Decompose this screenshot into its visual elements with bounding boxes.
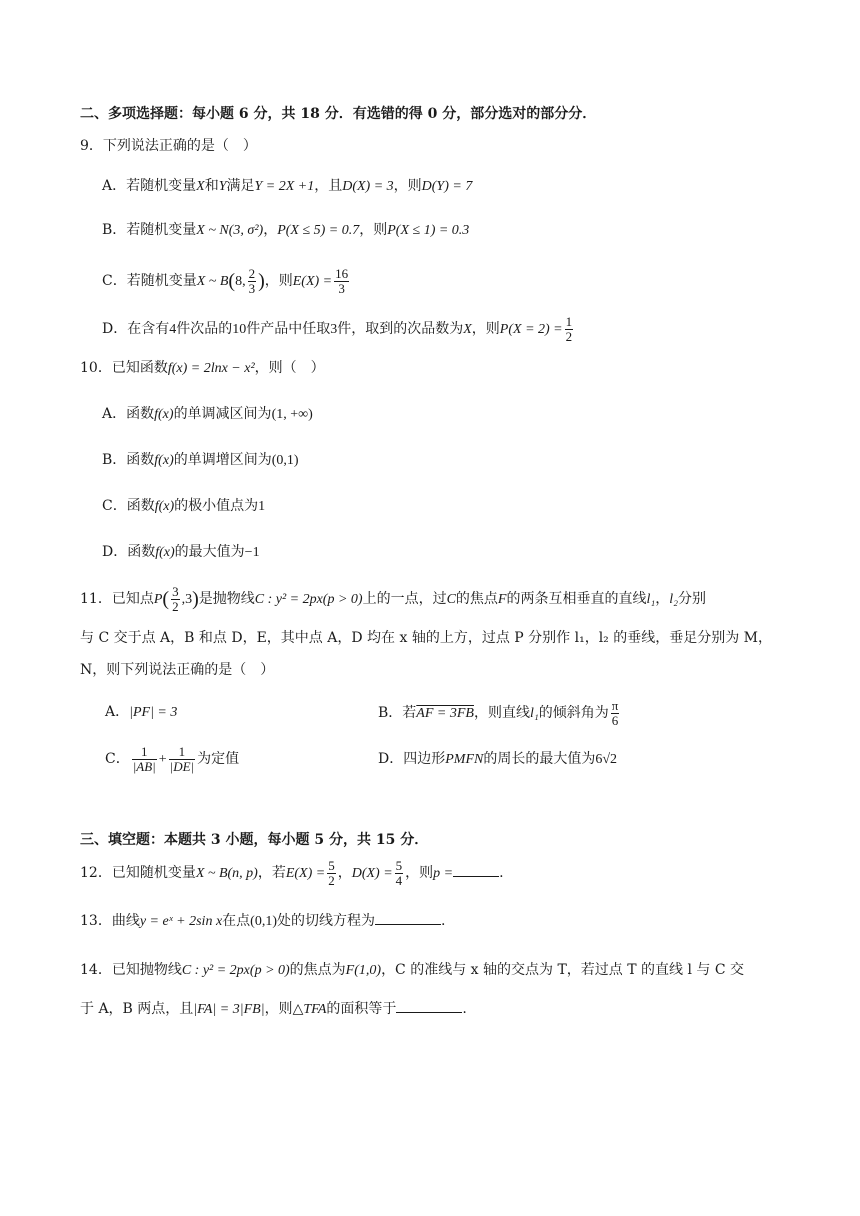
q9-b-eq1: X ~ N(3, σ²) — [196, 223, 264, 238]
q12-frac1-num: 5 — [328, 857, 335, 873]
q9-d-eq: P(X = 2) = — [499, 322, 563, 337]
q11-c-frac1-num: 1 — [132, 745, 157, 760]
q10-b-t: 的单调增区间为 — [173, 452, 272, 468]
q11-option-c — [105, 740, 239, 779]
q12-eq4: p = — [433, 866, 454, 881]
q13-eq2: (0,1) — [250, 914, 277, 929]
q9-d-n2: 10 — [232, 322, 247, 337]
q9-d-x: X — [463, 322, 472, 337]
q11-l1-frac-num: 3 — [172, 583, 179, 599]
q11-l1-c: C — [446, 592, 456, 607]
q9-c-eq1a: X ~ B — [196, 274, 229, 289]
q14-l2-end: . — [462, 1001, 467, 1017]
question-11-line-2: 与 C 交于点 A，B 和点 D，E，其中点 A，D 均在 x 轴的上方，过点 P 分别作 l₁，l₂ 的垂线，垂足分别为 M， — [80, 630, 773, 646]
section-2-heading: 二、多项选择题：每小题 6 分，共 18 分．有选错的得 0 分，部分选对的部分分． — [80, 106, 597, 122]
q9-option-a — [102, 176, 472, 197]
q14-l1-lead: 14．已知抛物线 — [80, 962, 182, 978]
q9-a-eq3: D(Y) = 7 — [421, 179, 473, 194]
q9-d-frac-den: 2 — [565, 328, 573, 344]
q11-l1-l1: l₁ — [646, 592, 656, 607]
q11-l1-t2: 上的一点，过 — [362, 591, 447, 607]
q11-option-d — [378, 749, 617, 770]
q11-b-l: l₁ — [529, 706, 539, 721]
q9-b-eq3: P(X ≤ 1) = 0.3 — [387, 223, 470, 238]
q11-b-frac-den: 6 — [611, 712, 619, 728]
q11-l1-l2: l₂ — [669, 592, 679, 607]
q9-option-d — [102, 310, 575, 349]
q9-c-frac-den: 3 — [248, 280, 256, 296]
q10-c-v: 1 — [258, 499, 266, 514]
q11-a-eq: |PF| = 3 — [129, 705, 178, 720]
q11-d-q: PMFN — [445, 752, 484, 767]
q9-b-p1: ， — [263, 222, 278, 238]
q10-d-v: −1 — [244, 545, 260, 560]
q14-l2-eq: |FA| = 3|FB| — [193, 1002, 265, 1017]
q12-t1: ，若 — [257, 865, 286, 881]
q12-frac1-den: 2 — [328, 872, 335, 888]
q10-b-v: (0,1) — [271, 453, 299, 468]
q14-l1-eq: C : y² = 2px(p > 0) — [181, 963, 290, 978]
q9-d-t1: 件次品的 — [176, 321, 233, 337]
q9-a-eq2: D(X) = 3 — [342, 179, 394, 194]
q11-option-a — [105, 702, 177, 723]
q11-l1-t1: 是抛物线 — [198, 591, 255, 607]
q10-stem-tail: ，则（ ） — [254, 360, 325, 376]
q9-c-frac — [248, 267, 257, 296]
q13-answer-blank[interactable] — [375, 910, 441, 925]
q9-b-lead: B．若随机变量 — [102, 222, 197, 238]
q9-c-p1: ，则 — [264, 273, 293, 289]
q11-l1-t3: 的焦点 — [455, 591, 498, 607]
q9-d-frac — [565, 315, 574, 344]
q9-b-eq2: P(X ≤ 5) = 0.7 — [277, 223, 360, 238]
q10-option-b — [102, 450, 299, 471]
q14-l1-f: F(1,0) — [345, 963, 382, 978]
q9-c-frac2-den: 3 — [338, 280, 345, 296]
q11-c-frac1 — [132, 745, 157, 774]
question-11-line-3: N，则下列说法正确的是（ ） — [80, 662, 275, 678]
q12-eq3: D(X) = — [351, 866, 393, 881]
q11-b-frac — [611, 699, 620, 728]
q9-c-eq1b: 8, — [235, 274, 246, 289]
q13-eq1: y = eˣ + 2sin x — [139, 914, 223, 929]
q14-l2-t: ，则 — [264, 1001, 293, 1017]
q10-d-f: f(x) — [155, 545, 175, 560]
q9-a-y: Y — [218, 179, 227, 194]
q11-l1-t4: 的两条互相垂直的直线 — [506, 591, 647, 607]
q12-frac2-num: 5 — [395, 857, 403, 873]
q9-a-p1: ，且 — [314, 178, 343, 194]
q10-b-f: f(x) — [154, 453, 174, 468]
q9-d-t2: 件产品中任取 — [246, 321, 331, 337]
q14-l1-t2: ，C 的准线与 x 轴的交点为 T，若过点 T 的直线 l 与 C 交 — [381, 962, 745, 978]
q10-a-f: f(x) — [154, 407, 174, 422]
q10-d-lead: D．函数 — [102, 544, 156, 560]
q11-b-t: ，则直线 — [473, 705, 530, 721]
q10-b-lead: B．函数 — [102, 452, 155, 468]
q11-l1-p: P — [153, 592, 163, 607]
q13-t1: 在点 — [222, 913, 251, 929]
q11-l1-t6: 分别 — [678, 591, 707, 607]
q9-a-sat: 满足 — [226, 178, 255, 194]
q9-a-lead: A．若随机变量 — [102, 178, 197, 194]
q12-eq2: E(X) = — [285, 866, 326, 881]
q10-c-lead: C．函数 — [102, 498, 155, 514]
section-3-heading: 三、填空题：本题共 3 小题，每小题 5 分，共 15 分． — [80, 832, 429, 848]
q12-t3: ，则 — [405, 865, 434, 881]
q11-c-plus: + — [158, 752, 167, 767]
q9-d-p1: ，则 — [471, 321, 500, 337]
q9-d-n3: 3 — [330, 322, 338, 337]
q11-c-frac2-num: 1 — [169, 745, 195, 760]
q9-d-lead: D．在含有 — [102, 321, 170, 337]
q10-d-t: 的最大值为 — [174, 544, 245, 560]
q12-end: . — [499, 865, 504, 881]
question-13 — [80, 910, 445, 932]
q10-option-d — [102, 542, 260, 563]
q9-a-eq1: Y = 2X +1 — [254, 179, 315, 194]
q10-c-f: f(x) — [154, 499, 175, 514]
q14-l2-tri: △TFA — [292, 1002, 327, 1017]
q9-c-frac-num: 2 — [248, 265, 256, 281]
q11-l1-frac-den: 2 — [172, 598, 179, 614]
question-9-stem: 9．下列说法正确的是（ ） — [80, 138, 257, 154]
q9-c-rparen: ) — [258, 270, 265, 292]
q9-b-p2: ，则 — [359, 222, 388, 238]
q9-a-p2: ，则 — [393, 178, 422, 194]
q9-c-lead: C．若随机变量 — [102, 273, 197, 289]
q11-l1-p3: ,3 — [181, 592, 193, 607]
q9-a-x: X — [196, 179, 205, 194]
question-12 — [80, 854, 504, 893]
question-10-stem — [80, 358, 325, 379]
q11-c-frac2 — [169, 745, 195, 774]
q11-b-t2: 的倾斜角为 — [538, 705, 609, 721]
q10-a-lead: A．函数 — [102, 406, 155, 422]
q11-b-eq: AF = 3FB — [416, 706, 474, 721]
q12-frac2 — [395, 859, 404, 888]
q11-l1-eq: C : y² = 2px(p > 0) — [254, 592, 363, 607]
q9-d-n1: 4 — [169, 322, 177, 337]
q12-t2: ， — [337, 865, 352, 881]
q11-d-t: 的周长的最大值为 — [483, 751, 596, 767]
q10-a-t: 的单调减区间为 — [173, 406, 272, 422]
q14-l2-t2: 的面积等于 — [326, 1001, 397, 1017]
q11-l1-rparen: ) — [192, 588, 199, 610]
q9-option-c — [102, 262, 351, 301]
q9-c-eq2: E(X) = — [292, 274, 333, 289]
q14-l2-lead: 于 A，B 两点，且 — [80, 1001, 194, 1017]
q13-end: . — [440, 913, 446, 929]
q14-l1-t1: 的焦点为 — [289, 962, 346, 978]
q10-stem-lead: 10．已知函数 — [80, 360, 168, 376]
q11-d-lead: D．四边形 — [378, 751, 446, 767]
q11-c-frac1-den: |AB| — [132, 758, 156, 774]
q10-option-a — [102, 404, 313, 425]
q9-option-b — [102, 220, 469, 241]
question-14-line-1 — [80, 960, 744, 981]
q11-l1-f: F — [497, 592, 507, 607]
q10-c-t: 的极小值点为 — [174, 498, 259, 514]
q12-frac1 — [327, 859, 336, 888]
q13-t2: 处的切线方程为 — [276, 913, 375, 929]
q11-l1-t5: ， — [655, 591, 670, 607]
q11-b-lead: B．若 — [378, 705, 417, 721]
q9-d-frac-num: 1 — [565, 313, 573, 329]
q11-option-b — [378, 694, 621, 733]
q14-answer-blank[interactable] — [396, 998, 462, 1013]
q10-option-c — [102, 496, 265, 517]
q10-a-v: (1, +∞) — [271, 407, 313, 422]
q9-a-and: 和 — [204, 178, 219, 194]
q11-d-v: 6√2 — [595, 752, 618, 767]
q9-c-frac2 — [334, 267, 349, 296]
q9-d-t3: 件，取到的次品数为 — [337, 321, 464, 337]
question-14-line-2 — [80, 998, 467, 1020]
q11-c-frac2-den: |DE| — [169, 758, 195, 774]
q12-lead: 12．已知随机变量 — [80, 865, 196, 881]
q12-answer-blank[interactable] — [453, 862, 499, 877]
q13-lead: 13．曲线 — [80, 913, 140, 929]
q12-frac2-den: 4 — [395, 872, 403, 888]
q10-stem-eq: f(x) = 2lnx − x² — [167, 361, 255, 376]
q11-c-lead: C． — [105, 751, 130, 767]
q9-c-frac2-num: 16 — [335, 265, 349, 281]
q11-b-frac-num: π — [611, 697, 619, 713]
q11-c-t: 为定值 — [197, 751, 240, 767]
q9-c-lparen: ( — [228, 270, 236, 292]
q12-eq1: X ~ B(n, p) — [195, 866, 258, 881]
q11-l1-frac — [171, 585, 180, 614]
q11-l1-lead: 11．已知点 — [80, 591, 154, 607]
question-11-line-1 — [80, 580, 706, 619]
q11-a-lead: A． — [105, 704, 130, 720]
q11-l1-lparen: ( — [162, 588, 170, 610]
